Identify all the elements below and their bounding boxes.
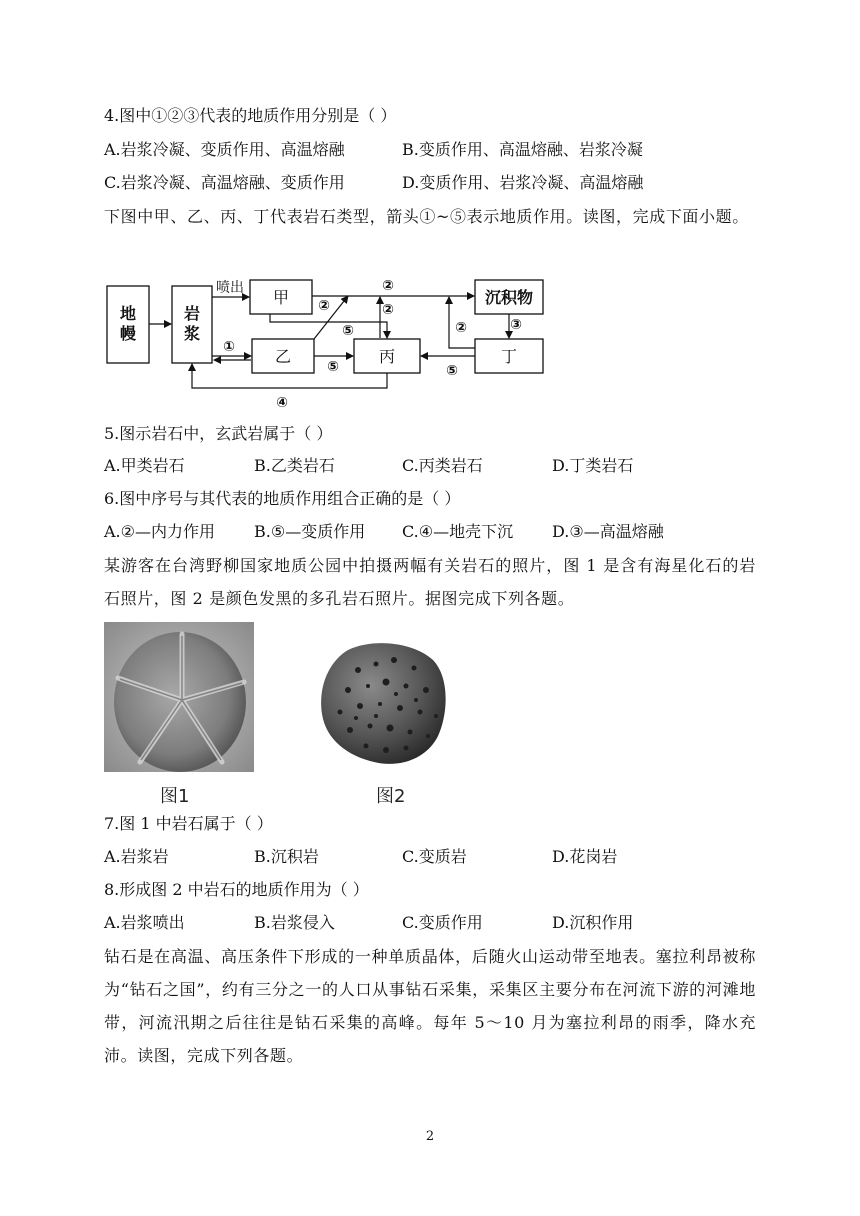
q6-option-a: A.②—内力作用 [104,522,215,541]
label-n5-c: ⑤ [446,363,458,379]
label-n2-a: ② [318,298,330,314]
q5-stem: 5.图示岩石中，玄武岩属于（ ） [104,424,333,443]
arrow-bing-magma [192,364,387,388]
intro-paragraph-2: 某游客在台湾野柳国家地质公园中拍摄两幅有关岩石的照片，图 1 是含有海星化石的岩石照片，图 2 是颜色发黑的多孔岩石照片。据图完成下列各题。 [104,556,756,608]
q6-stem: 6.图中序号与其代表的地质作用组合正确的是（ ） [104,489,461,508]
q6-option-b: B.⑤—变质作用 [254,522,366,541]
label-jia: 甲 [272,288,290,307]
q8-option-a: A.岩浆喷出 [104,913,185,932]
figure-1-fossil-photo [104,622,254,772]
q6-option-c: C.④—地壳下沉 [402,522,514,541]
label-n1: ① [223,339,235,355]
label-n3: ③ [510,317,522,333]
label-n5-a: ⑤ [342,323,354,339]
q5-option-c: C.丙类岩石 [402,456,483,475]
q8-stem: 8.形成图 2 中岩石的地质作用为（ ） [104,880,369,899]
label-n2-d: ② [455,320,467,336]
q4-option-a: A.岩浆冷凝、变质作用、高温熔融 [104,140,345,159]
label-sediment: 沉积物 [484,288,534,307]
label-n2-b: ② [382,278,394,294]
label-mantle-2: 幔 [119,324,137,343]
label-mantle-1: 地 [119,304,137,323]
q6-option-d: D.③—高温熔融 [552,522,664,541]
figure-2-caption: 图2 [376,786,406,807]
intro-paragraph-3: 钻石是在高温、高压条件下形成的一种单质晶体，后随火山运动带至地表。塞拉利昂被称为“钻石之国”，约有三分之一的人口从事钻石采集，采集区主要分布在河流下游的河滩地带，河流汛期之后往往是钻石采集的高峰。每年 5～10 月为塞拉利昂的雨季，降水充沛。读图，完成下列各题。 [104,947,756,1065]
figure-1-caption: 图1 [160,786,190,807]
label-n4: ④ [276,395,288,411]
q7-stem: 7.图 1 中岩石属于（ ） [104,814,273,833]
q7-option-d: D.花岗岩 [552,847,618,866]
q8-option-d: D.沉积作用 [552,913,634,932]
label-eruption: 喷出 [216,280,244,296]
label-magma-1: 岩 [183,304,201,323]
q4-option-c: C.岩浆冷凝、高温熔融、变质作用 [104,173,345,192]
label-magma-2: 浆 [183,324,201,343]
q5-option-b: B.乙类岩石 [254,456,335,475]
label-ding: 丁 [500,347,518,366]
figure-2-porous-rock-photo [318,636,452,770]
label-bing: 丙 [378,347,396,366]
q5-option-a: A.甲类岩石 [104,456,185,475]
q8-option-b: B.岩浆侵入 [254,913,335,932]
arrow-jia-bing [270,314,387,338]
label-yi: 乙 [274,347,292,366]
rock-cycle-diagram [104,272,564,414]
label-n5-b: ⑤ [327,359,339,375]
q4-option-b: B.变质作用、高温熔融、岩浆冷凝 [402,140,643,159]
q7-option-b: B.沉积岩 [254,847,319,866]
page-number: 2 [425,1129,435,1144]
q5-option-d: D.丁类岩石 [552,456,634,475]
q7-option-c: C.变质岩 [402,847,467,866]
q7-option-a: A.岩浆岩 [104,847,169,866]
q4-stem: 4.图中①②③代表的地质作用分别是（ ） [104,106,397,125]
intro-paragraph-1: 下图中甲、乙、丙、丁代表岩石类型，箭头①~⑤表示地质作用。读图，完成下面小题。 [104,207,749,226]
q8-option-c: C.变质作用 [402,913,483,932]
q4-option-d: D.变质作用、岩浆冷凝、高温熔融 [402,173,644,192]
label-n2-c: ② [382,302,394,318]
